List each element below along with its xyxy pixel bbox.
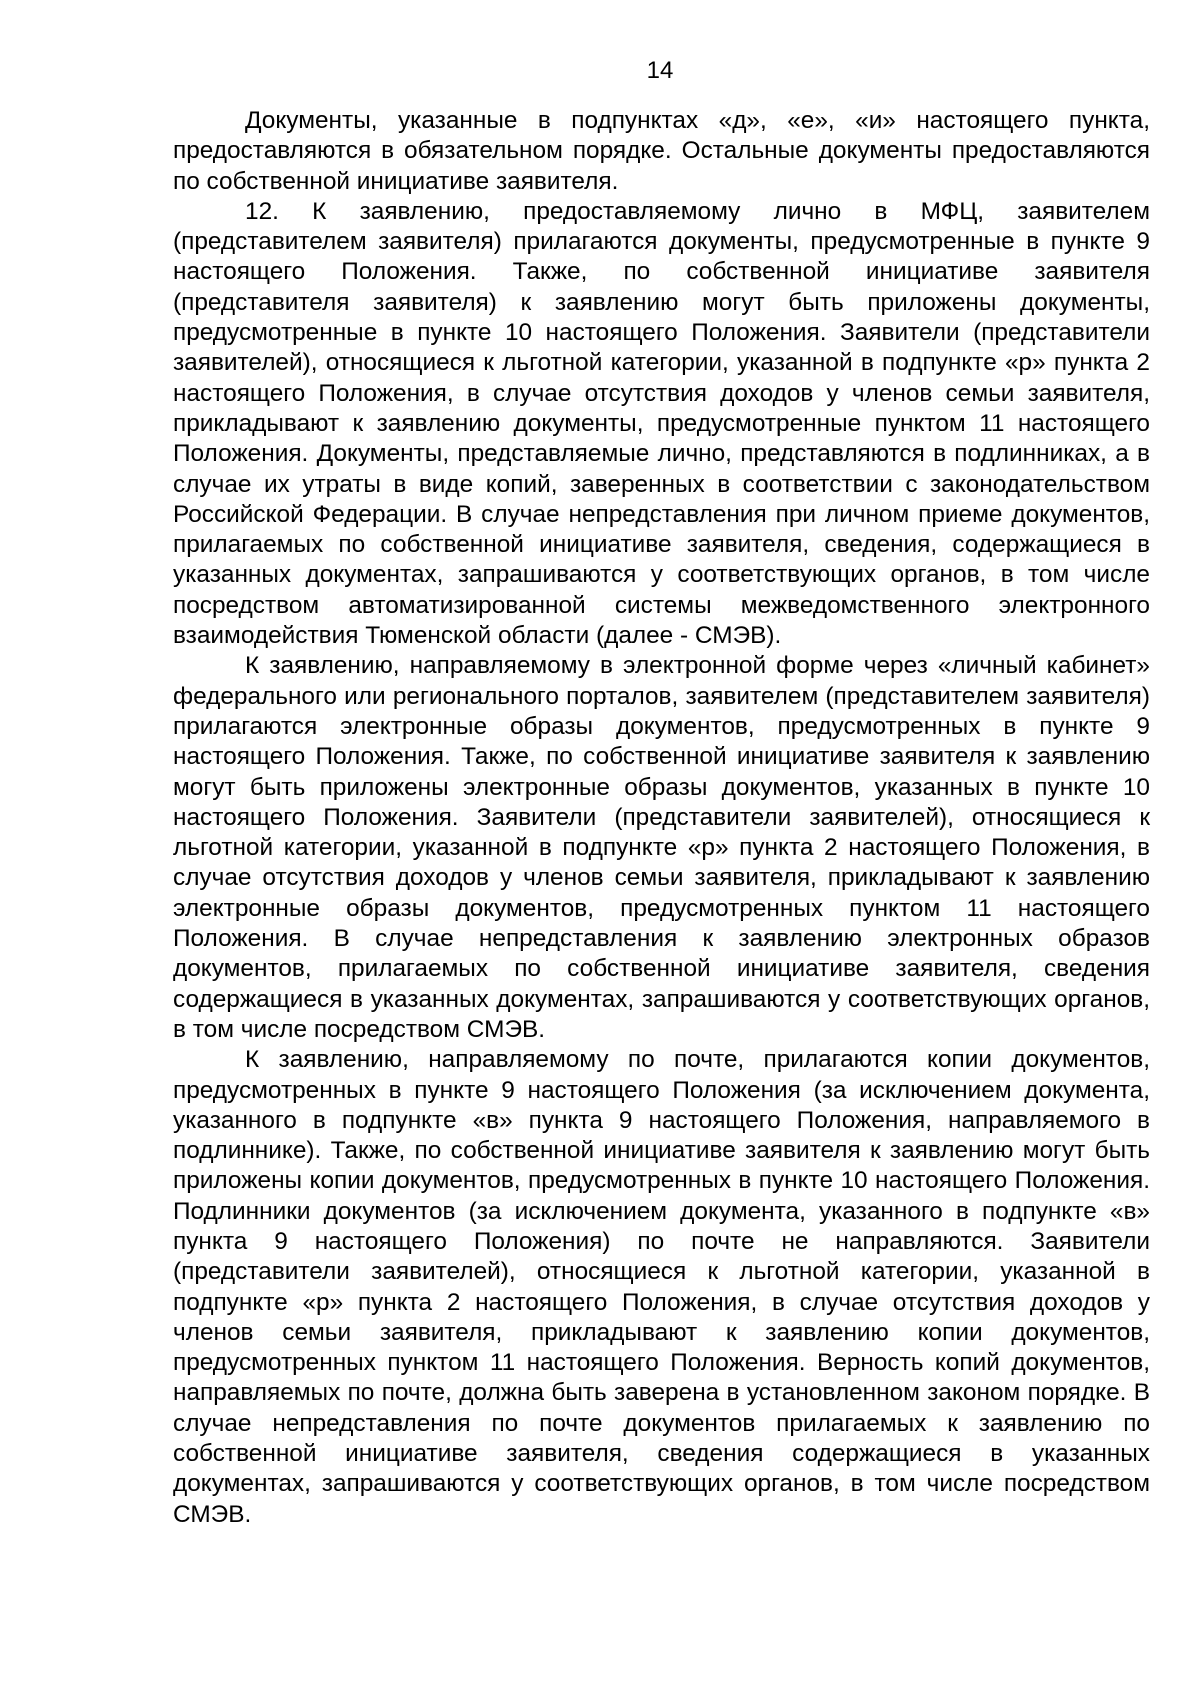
page-number: 14 bbox=[646, 57, 674, 84]
paragraph-documents-mandatory: Документы, указанные в подпунктах «д», «е», «и» настоящего пункта, предоставляются в обязательном порядке. Остальные документы предоставляются по собственной инициативе заявителя. bbox=[173, 107, 1150, 195]
document-body bbox=[173, 106, 1150, 1530]
paragraph-by-mail: К заявлению, направляемому по почте, прилагаются копии документов, предусмотренных в пункте 9 настоящего Положения (за исключением документа, указанного в подпункте «в» пункта 9 настоящего Положения, направляемого в подлиннике). Также, по собственной инициативе заявителя к заявлению могут быть приложены копии документов, предусмотренных в пункте 10 настоящего Положения. Подлинники документов (за исключением документа, указанного в подпункте «в» пункта 9 настоящего Положения) по почте не направляются. Заявители (представители заявителей), относящиеся к льготной категории, указанной в подпункте «р» пункта 2 настоящего Положения, в случае отсутствия доходов у членов семьи заявителя, прикладывают к заявлению копии документов, предусмотренных пунктом 11 настоящего Положения. Верность копий документов, направляемых по почте, должна быть заверена в установленном законом порядке. В случае непредставления по почте документов прилагаемых к заявлению по собственной инициативе заявителя, сведения содержащиеся в указанных документах, запрашиваются у соответствующих органов, в том числе посредством СМЭВ. bbox=[173, 1046, 1150, 1528]
paragraph-12-in-person-mfc: 12. К заявлению, предоставляемому лично в МФЦ, заявителем (представителем заявителя) прилагаются документы, предусмотренные в пункте 9 настоящего Положения. Также, по собственной инициативе заявителя (представителя заявителя) к заявлению могут быть приложены документы, предусмотренные в пункте 10 настоящего Положения. Заявители (представители заявителей), относящиеся к льготной категории, указанной в подпункте «р» пункта 2 настоящего Положения, в случае отсутствия доходов у членов семьи заявителя, прикладывают к заявлению документы, предусмотренные пунктом 11 настоящего Положения. Документы, представляемые лично, представляются в подлинниках, а в случае их утраты в виде копий, заверенных в соответствии с законодательством Российской Федерации. В случае непредставления при личном приеме документов, прилагаемых по собственной инициативе заявителя, сведения, содержащиеся в указанных документах, запрашиваются у соответствующих органов, в том числе посредством автоматизированной системы межведомственного электронного взаимодействия Тюменской области (далее - СМЭВ). bbox=[173, 197, 1150, 650]
paragraph-electronic-form: К заявлению, направляемому в электронной форме через «личный кабинет» федерального или регионального порталов, заявителем (представителем заявителя) прилагаются электронные образы документов, предусмотренных в пункте 9 настоящего Положения. Также, по собственной инициативе заявителя к заявлению могут быть приложены электронные образы документов, указанных в пункте 10 настоящего Положения. Заявители (представители заявителей), относящиеся к льготной категории, указанной в подпункте «р» пункта 2 настоящего Положения, в случае отсутствия доходов у членов семьи заявителя, прикладывают к заявлению электронные образы документов, предусмотренных пунктом 11 настоящего Положения. В случае непредставления к заявлению электронных образов документов, прилагаемых по собственной инициативе заявителя, сведения содержащиеся в указанных документах, запрашиваются у соответствующих органов, в том числе посредством СМЭВ. bbox=[173, 652, 1150, 1043]
